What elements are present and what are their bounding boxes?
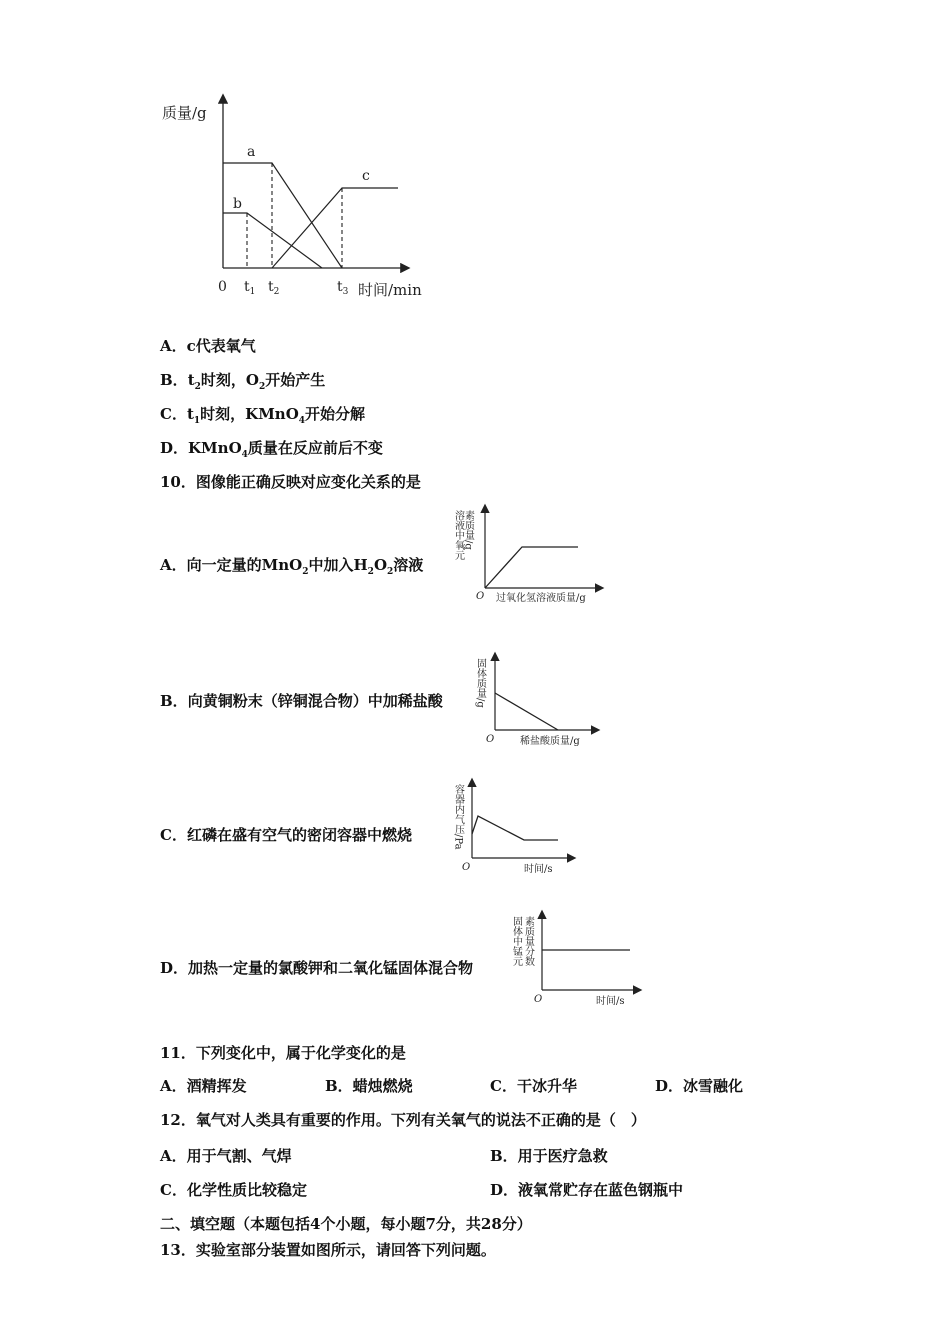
q9-option-d: D．KMnO$_4$质量在反应前后不变 bbox=[160, 439, 383, 460]
q9-tick-t1: $t_1$ bbox=[244, 279, 256, 297]
q10a-xlabel: 过氧化氢溶液质量/g bbox=[496, 593, 586, 604]
q9-label-a: a bbox=[247, 144, 256, 160]
q10b-origin: O bbox=[486, 734, 495, 745]
q9-label-b: b bbox=[233, 196, 242, 212]
q10a-ylabel-col1: 溶液中氧元 bbox=[452, 510, 464, 560]
q9-origin: 0 bbox=[218, 279, 227, 295]
q10-option-c: C．红磷在盛有空气的密闭容器中燃烧 bbox=[160, 826, 412, 844]
q10c-graph bbox=[448, 776, 588, 876]
q11-option-c: C．干冰升华 bbox=[490, 1077, 577, 1095]
q10-option-a: A．向一定量的MnO$_2$中加入$H_2O_2$溶液 bbox=[160, 556, 424, 577]
q9-label-c: c bbox=[362, 168, 370, 184]
q11-option-b: B．蜡烛燃烧 bbox=[325, 1077, 413, 1095]
q10-stem: 10．图像能正确反映对应变化关系的是 bbox=[160, 473, 421, 491]
q12-option-a: A．用于气割、气焊 bbox=[160, 1147, 292, 1165]
q10-option-d: D．加热一定量的氯酸钾和二氧化锰固体混合物 bbox=[160, 959, 474, 977]
q10-option-b: B．向黄铜粉末（锌铜混合物）中加稀盐酸 bbox=[160, 692, 443, 710]
q10d-xlabel: 时间/s bbox=[596, 996, 625, 1007]
q10b-ylabel: 固体质量/g bbox=[474, 658, 486, 708]
q10c-curve bbox=[472, 816, 558, 840]
q10b-xlabel: 稀盐酸质量/g bbox=[520, 736, 580, 747]
q9-figure bbox=[150, 88, 440, 303]
q13-stem: 13．实验室部分装置如图所示，请回答下列问题。 bbox=[160, 1241, 496, 1259]
q10a-ylabel-col2: 素质量/g bbox=[462, 510, 474, 550]
q12-option-b: B．用于医疗急救 bbox=[490, 1147, 608, 1165]
q10d-ylabel-col2: 素质量分数 bbox=[522, 916, 534, 966]
q10b-curve bbox=[495, 693, 558, 730]
q12-option-d: D．液氧常贮存在蓝色钢瓶中 bbox=[490, 1181, 684, 1199]
q10c-xlabel: 时间/s bbox=[524, 864, 553, 875]
q9-xlabel: 时间/min bbox=[358, 281, 422, 299]
q9-ylabel: 质量/g bbox=[162, 104, 207, 122]
q9-curve-c bbox=[272, 188, 398, 268]
q9-tick-t2: $t_2$ bbox=[268, 279, 280, 297]
q11-stem: 11．下列变化中，属于化学变化的是 bbox=[160, 1044, 406, 1062]
q10a-origin: O bbox=[476, 591, 485, 602]
q12-option-c: C．化学性质比较稳定 bbox=[160, 1181, 307, 1199]
section-2-heading: 二、填空题（本题包括4个小题，每小题7分，共28分） bbox=[160, 1215, 532, 1233]
q9-tick-t3: $t_3$ bbox=[337, 279, 349, 297]
q9-curve-a bbox=[223, 163, 342, 268]
q10a-graph bbox=[450, 500, 620, 610]
q10c-origin: O bbox=[462, 862, 471, 873]
q10d-ylabel-col1: 固体中锰元 bbox=[510, 916, 522, 966]
q10d-origin: O bbox=[534, 994, 543, 1005]
q9-option-b: B．$t_2$时刻，$O_2$开始产生 bbox=[160, 371, 326, 392]
q11-option-d: D．冰雪融化 bbox=[655, 1077, 744, 1095]
q10c-ylabel: 容器内气压/Pa bbox=[452, 784, 464, 850]
q9-option-c: C．$t_1$时刻，KMnO$_4$开始分解 bbox=[160, 405, 366, 426]
q10a-curve bbox=[485, 547, 578, 588]
q9-option-a: A．c代表氧气 bbox=[160, 337, 256, 355]
q10d-graph bbox=[508, 908, 648, 1008]
q10b-graph bbox=[470, 650, 610, 750]
q11-option-a: A．酒精挥发 bbox=[160, 1077, 247, 1095]
q12-stem: 12．氧气对人类具有重要的作用。下列有关氧气的说法不正确的是（ ） bbox=[160, 1111, 646, 1129]
